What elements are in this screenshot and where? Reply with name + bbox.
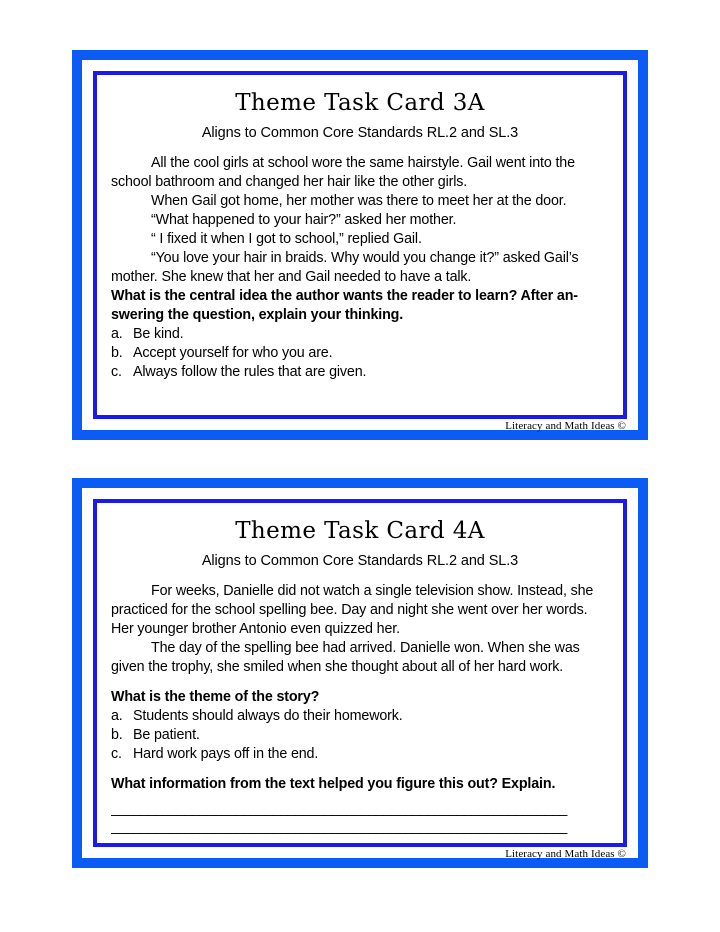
passage-body xyxy=(111,154,609,287)
task-card-4a xyxy=(72,478,648,868)
spacer xyxy=(111,764,609,775)
answer-choice[interactable] xyxy=(111,726,609,745)
answer-choice-letter: c. xyxy=(111,363,122,380)
passage-paragraph: All the cool girls at school wore the same hairstyle. Gail went into the school bathroom and changed her hair like the other girls. xyxy=(111,154,575,190)
answer-write-line[interactable]: ______________________________________________________________ xyxy=(111,800,567,817)
explain-prompt: What information from the text helped you figure this out? Explain. xyxy=(111,775,556,792)
answer-choice-text: Students should always do their homework. xyxy=(133,707,403,724)
answer-choice[interactable] xyxy=(111,707,609,726)
answer-choice[interactable] xyxy=(111,745,609,764)
standards-subtitle: Aligns to Common Core Standards RL.2 and SL.3 xyxy=(201,125,519,142)
passage-body xyxy=(111,582,609,677)
question-prompt: What is the central idea the author wants the reader to learn? After an-swering the question, explain your thinking. xyxy=(111,287,578,323)
page-title: Theme Task Card 3A xyxy=(235,90,485,116)
passage-paragraph: “What happened to your hair?” asked her mother. xyxy=(151,211,457,228)
answer-choice-text: Accept yourself for who you are. xyxy=(133,344,333,361)
card-inner-frame xyxy=(93,499,627,847)
passage-paragraph: “ I fixed it when I got to school,” replied Gail. xyxy=(151,230,422,247)
answer-choice[interactable] xyxy=(111,344,609,363)
passage-paragraph: “You love your hair in braids. Why would you change it?” asked Gail’s mother. She knew that her and Gail needed to have a talk. xyxy=(111,249,579,285)
answer-choice-letter: b. xyxy=(111,344,123,361)
copyright-footer: Literacy and Math Ideas © xyxy=(505,420,626,432)
passage-paragraph: For weeks, Danielle did not watch a single television show. Instead, she practiced for the school spelling bee. Day and night she went over her words. Her younger brother Antonio even quizzed her. xyxy=(111,582,594,637)
answer-choice-text: Always follow the rules that are given. xyxy=(133,363,367,380)
standards-subtitle: Aligns to Common Core Standards RL.2 and SL.3 xyxy=(201,553,519,570)
written-response-area[interactable] xyxy=(111,800,609,837)
answer-write-line[interactable]: ______________________________________________________________ xyxy=(111,818,567,835)
spacer xyxy=(111,677,609,688)
answer-choice-letter: a. xyxy=(111,707,123,724)
answer-choice-letter: c. xyxy=(111,745,122,762)
answer-choice-letter: b. xyxy=(111,726,123,743)
passage-paragraph: The day of the spelling bee had arrived. Danielle won. When she was given the trophy, she smiled when she thought about all of her hard work. xyxy=(111,639,580,675)
answer-choice-text: Hard work pays off in the end. xyxy=(133,745,319,762)
answer-choice[interactable] xyxy=(111,363,609,382)
answer-choice[interactable] xyxy=(111,325,609,344)
answer-choice-text: Be patient. xyxy=(133,726,200,743)
copyright-footer: Literacy and Math Ideas © xyxy=(505,848,626,860)
answer-choice-text: Be kind. xyxy=(133,325,184,342)
page-title: Theme Task Card 4A xyxy=(235,518,485,544)
passage-paragraph: When Gail got home, her mother was there to meet her at the door. xyxy=(151,192,567,209)
task-card-3a xyxy=(72,50,648,440)
question-prompt: What is the theme of the story? xyxy=(111,688,320,705)
answer-choice-letter: a. xyxy=(111,325,123,342)
card-inner-frame xyxy=(93,71,627,419)
